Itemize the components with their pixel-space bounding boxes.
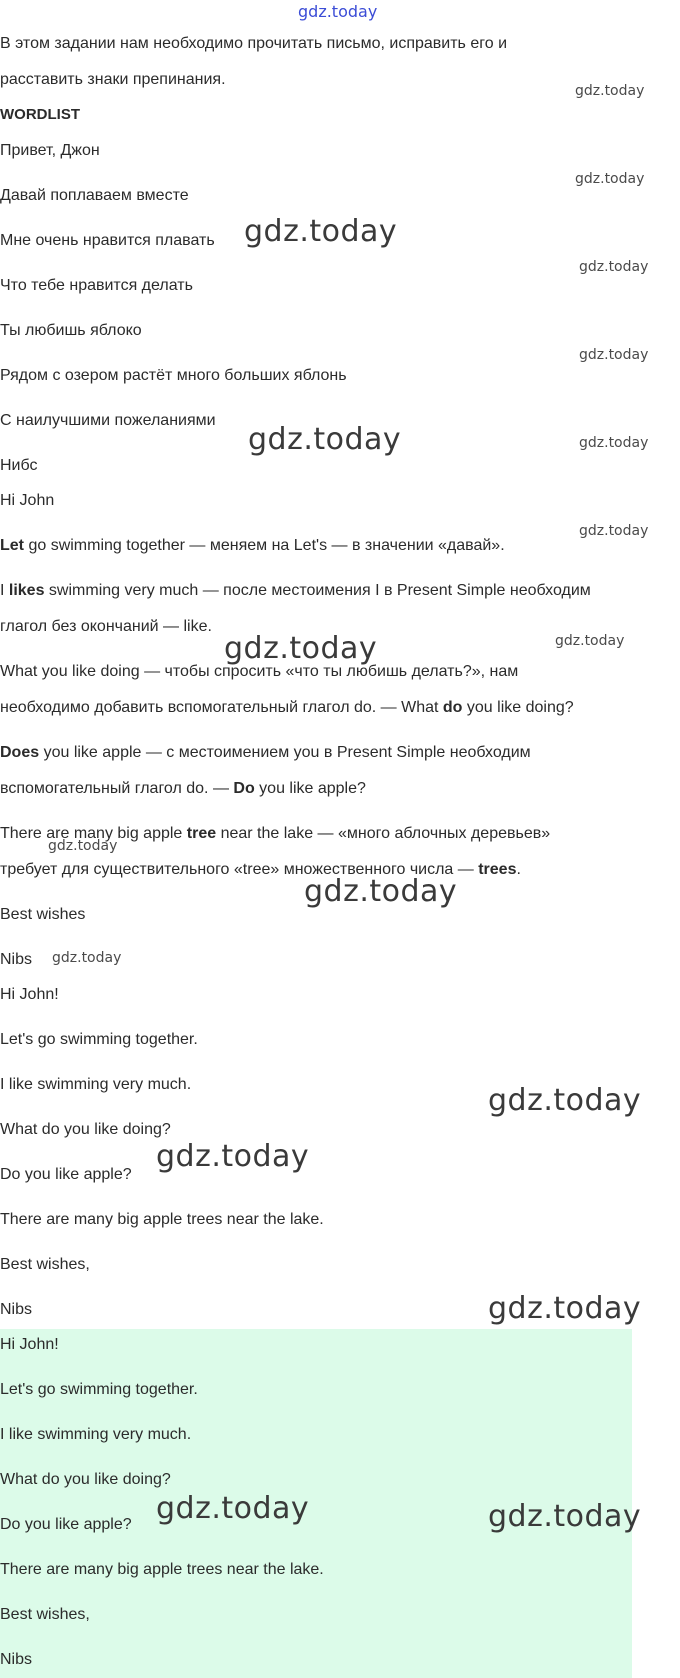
letter-line: Nibs [0, 1301, 33, 1318]
wordlist-heading: WORDLIST [0, 106, 80, 123]
watermark: gdz.today [52, 950, 122, 966]
letter-line: There are many big apple trees near the lake. [0, 1211, 324, 1228]
correction-5-bold: tree [186, 825, 217, 842]
watermark-large: gdz.today [488, 1499, 642, 1534]
correction-closing: Best wishes [0, 906, 86, 923]
wordlist-item: Мне очень нравится плавать [0, 232, 215, 249]
letter-line: Let's go swimming together. [0, 1031, 198, 1048]
letter-line: I like swimming very much. [0, 1076, 192, 1093]
correction-2-line-2: глагол без окончаний — like. [0, 618, 212, 635]
correction-4 [0, 743, 531, 763]
letter-line: What do you like doing? [0, 1121, 171, 1138]
correction-signature: Nibs [0, 951, 33, 968]
watermark-large: gdz.today [244, 214, 398, 249]
intro-line-2: расставить знаки препинания. [0, 71, 226, 88]
watermark: gdz.today [579, 347, 649, 363]
watermark-large: gdz.today [156, 1491, 310, 1526]
correction-5-bold-2: trees [478, 861, 517, 878]
watermark: gdz.today [579, 435, 649, 451]
letter-line: Do you like apple? [0, 1166, 132, 1183]
watermark: gdz.today [575, 83, 645, 99]
correction-4-post: you like apple? [254, 780, 366, 797]
answer-line: What do you like doing? [0, 1471, 171, 1488]
correction-3-line-1: What you like doing — чтобы спросить «что ты любишь делать?», нам [0, 663, 519, 680]
header-watermark: gdz.today [298, 2, 378, 21]
letter-line: Hi John! [0, 986, 59, 1003]
correction-1-text: go swimming together — меняем на Let's — в значении «давай». [24, 537, 505, 554]
correction-3-post: you like doing? [462, 699, 574, 716]
answer-line: I like swimming very much. [0, 1426, 192, 1443]
correction-2 [0, 581, 591, 601]
correction-4-line-2 [0, 779, 366, 799]
intro-line-1: В этом задании нам необходимо прочитать письмо, исправить его и [0, 35, 507, 52]
correction-2-bold: likes [8, 582, 45, 599]
answer-line: Hi John! [0, 1336, 59, 1353]
watermark: gdz.today [579, 523, 649, 539]
wordlist-item: С наилучшими пожеланиями [0, 412, 216, 429]
watermark: gdz.today [575, 171, 645, 187]
answer-line: Let's go swimming together. [0, 1381, 198, 1398]
watermark: gdz.today [555, 633, 625, 649]
correction-greeting: Hi John [0, 492, 55, 509]
correction-2-pre: I [0, 582, 9, 599]
correction-3-line-2 [0, 698, 574, 718]
correction-4-bold-2: Do [233, 780, 255, 797]
correction-1 [0, 536, 505, 556]
letter-line: Best wishes, [0, 1256, 90, 1273]
correction-4-bold: Does [0, 744, 40, 761]
correction-1-bold: Let [0, 537, 24, 554]
watermark-large: gdz.today [156, 1139, 310, 1174]
correction-3-bold: do [442, 699, 463, 716]
answer-line: Do you like apple? [0, 1516, 132, 1533]
answer-line: There are many big apple trees near the lake. [0, 1561, 324, 1578]
wordlist-item: Давай поплаваем вместе [0, 187, 189, 204]
correction-2-text: swimming very much — после местоимения I в Present Simple необходим [44, 582, 591, 599]
answer-line: Best wishes, [0, 1606, 90, 1623]
correction-5-pre-2: требует для существительного «tree» множественного числа — [0, 861, 479, 878]
correction-3-pre: необходимо добавить вспомогательный глагол do. — What [0, 699, 443, 716]
answer-line: Nibs [0, 1651, 33, 1668]
correction-5-text: near the lake — «много аблочных деревьев» [216, 825, 551, 842]
wordlist-item: Ты любишь яблоко [0, 322, 142, 339]
watermark: gdz.today [579, 259, 649, 275]
watermark-large: gdz.today [248, 422, 402, 457]
watermark-large: gdz.today [304, 874, 458, 909]
correction-4-pre: вспомогательный глагол do. — [0, 780, 234, 797]
correction-4-text: you like apple — с местоимением you в Present Simple необходим [39, 744, 531, 761]
wordlist-item: Нибс [0, 457, 38, 474]
wordlist-item: Что тебе нравится делать [0, 277, 193, 294]
watermark-large: gdz.today [224, 631, 378, 666]
watermark-large: gdz.today [488, 1083, 642, 1118]
watermark-large: gdz.today [488, 1291, 642, 1326]
watermark: gdz.today [48, 838, 118, 854]
wordlist-item: Привет, Джон [0, 142, 100, 159]
correction-5-pre: There are many big apple [0, 825, 187, 842]
wordlist-item: Рядом с озером растёт много больших яблонь [0, 367, 347, 384]
correction-5-post: . [516, 861, 521, 878]
